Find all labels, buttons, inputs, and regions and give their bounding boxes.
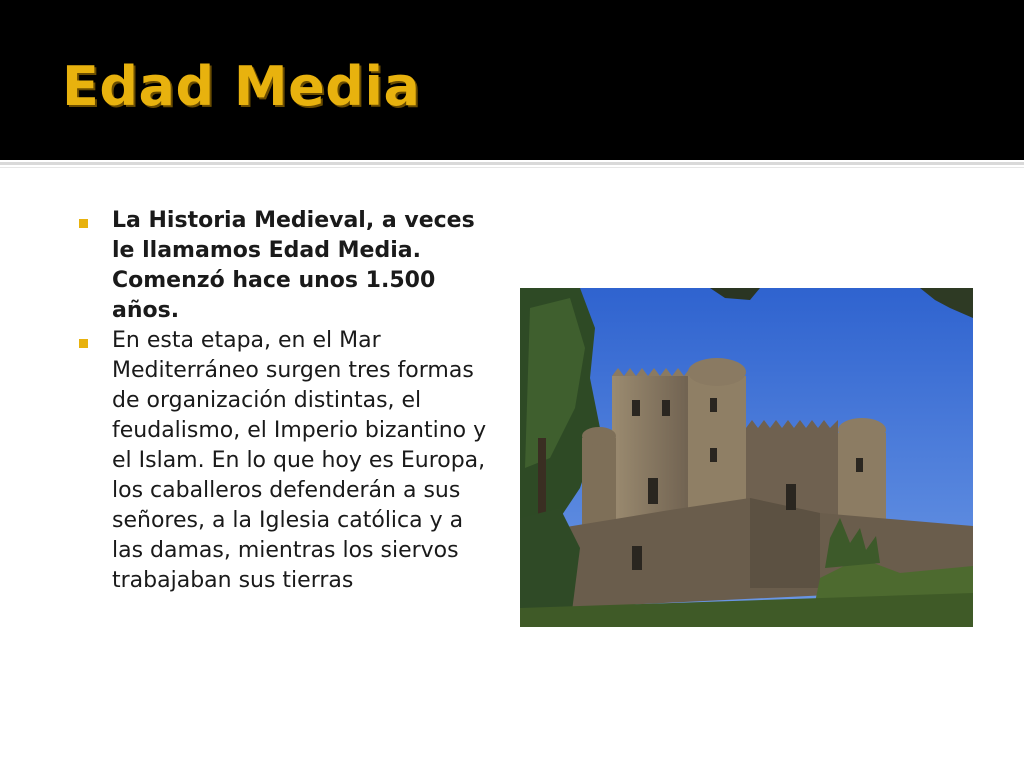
title-band	[0, 0, 1024, 160]
bullet-item	[76, 326, 496, 596]
slide-title: Edad Media	[62, 55, 421, 118]
divider-line-thin	[0, 167, 1024, 168]
square-bullet-icon	[79, 339, 88, 348]
square-bullet-icon	[79, 219, 88, 228]
bullet-text: La Historia Medieval, a veces le llamamos Edad Media. Comenzó hace unos 1.500 años.	[112, 208, 475, 323]
castle-photo	[520, 288, 973, 627]
bullet-item	[76, 206, 496, 326]
bullet-list	[76, 206, 496, 596]
bullet-text: En esta etapa, en el Mar Mediterráneo surgen tres formas de organización distintas, el feudalismo, el Imperio bizantino y el Islam. En lo que hoy es Europa, los caballeros defenderán a sus señores, a la Iglesia católica y a las damas, mientras los siervos trabajaban sus tierras	[112, 328, 487, 593]
divider-line	[0, 162, 1024, 165]
